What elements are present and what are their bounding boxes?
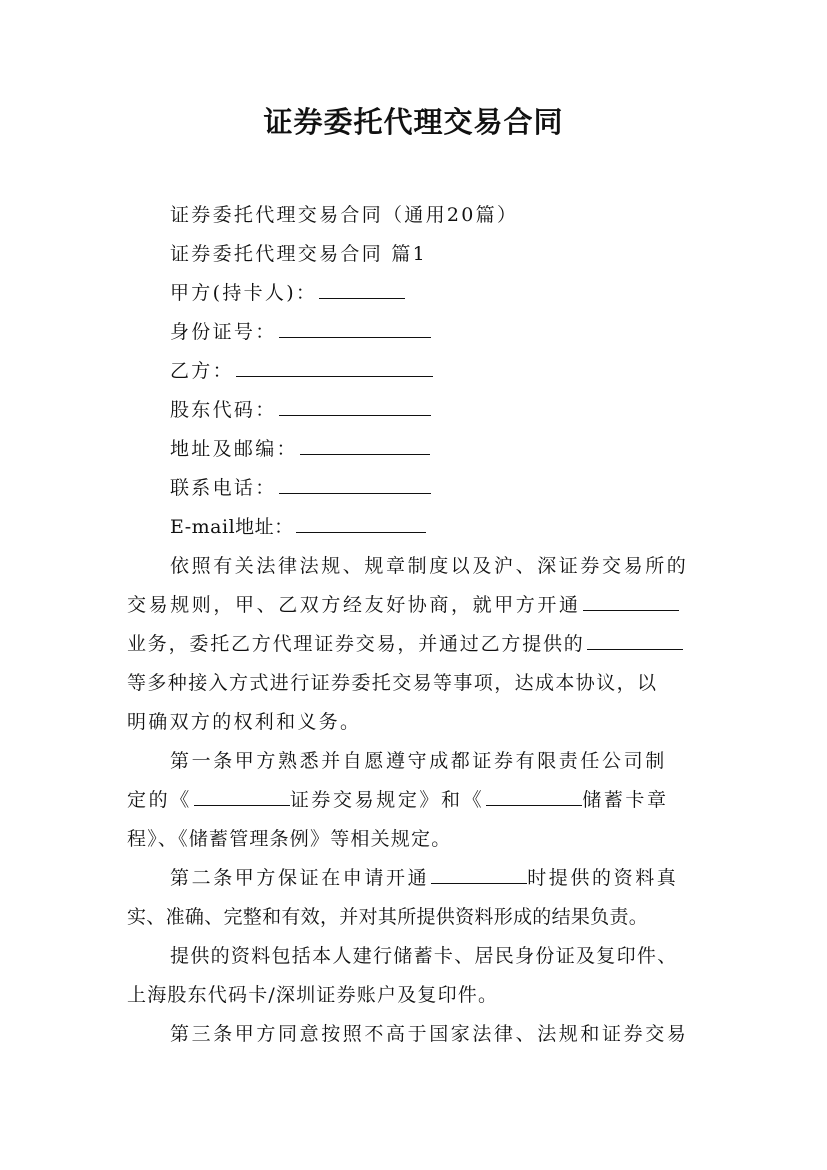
paragraph-1-line-4: 等多种接入方式进行证券委托交易等事项，达成本协议，以 — [127, 672, 658, 694]
paragraph-2-line-3: 程》、《储蓄管理条例》等相关规定。 — [127, 828, 452, 850]
text-segment: 时提供的资料真 — [527, 867, 679, 889]
document-title: 证券委托代理交易合同 — [263, 105, 564, 139]
text-segment: 定的《 — [127, 789, 192, 811]
field-email — [170, 512, 426, 539]
paragraph-5-line-1: 第三条甲方同意按照不高于国家法律、法规和证券交易 — [170, 1023, 689, 1045]
blank-line — [431, 864, 527, 884]
field-shareholder-code — [170, 395, 431, 422]
paragraph-2-line-1: 第一条甲方熟悉并自愿遵守成都证券有限责任公司制 — [170, 750, 667, 772]
document-subtitle: 证券委托代理交易合同（通用20篇） — [170, 204, 519, 226]
blank-line — [300, 435, 430, 455]
blank-line — [236, 357, 433, 377]
blank-line — [279, 474, 431, 494]
field-label: 地址及邮编： — [170, 438, 298, 460]
paragraph-1-line-2 — [127, 590, 679, 617]
paragraph-4-line-1: 提供的资料包括本人建行储蓄卡、居民身份证及复印件、 — [170, 945, 678, 967]
blank-line — [319, 279, 405, 299]
paragraph-1-line-5: 明确双方的权利和义务。 — [127, 711, 362, 733]
field-address — [170, 434, 430, 461]
field-label: 股东代码： — [170, 399, 277, 421]
blank-line — [296, 513, 426, 533]
field-label: 乙方： — [170, 360, 234, 382]
field-party-b — [170, 356, 433, 383]
paragraph-3-line-2: 实、准确、完整和有效，并对其所提供资料形成的结果负责。 — [127, 906, 649, 928]
text-segment: 储蓄卡章 — [582, 789, 669, 811]
blank-line — [486, 786, 582, 806]
paragraph-4-line-2: 上海股东代码卡/深圳证券账户及复印件。 — [127, 984, 499, 1006]
blank-line — [279, 396, 431, 416]
blank-line — [194, 786, 290, 806]
field-label: 身份证号： — [170, 321, 277, 343]
field-phone — [170, 473, 431, 500]
text-segment: 业务，委托乙方代理证券交易，并通过乙方提供的 — [127, 633, 585, 655]
field-label: E-mail地址： — [170, 516, 294, 538]
blank-line — [587, 630, 683, 650]
paragraph-1-line-1: 依照有关法律法规、规章制度以及沪、深证券交易所的 — [170, 555, 689, 577]
paragraph-3-line-1 — [170, 863, 678, 890]
part-heading: 证券委托代理交易合同 篇1 — [170, 243, 428, 265]
text-segment: 第二条甲方保证在申请开通 — [170, 867, 430, 889]
paragraph-2-line-2 — [127, 785, 669, 812]
text-segment: 证券交易规定》和《 — [289, 789, 485, 811]
paragraph-1-line-3 — [127, 629, 683, 656]
blank-line — [279, 318, 431, 338]
field-id-number — [170, 317, 431, 344]
blank-line — [583, 591, 679, 611]
field-label: 联系电话： — [170, 477, 277, 499]
text-segment: 交易规则，甲、乙双方经友好协商，就甲方开通 — [127, 594, 581, 616]
field-party-a — [170, 278, 405, 305]
field-label: 甲方(持卡人)： — [170, 282, 318, 304]
